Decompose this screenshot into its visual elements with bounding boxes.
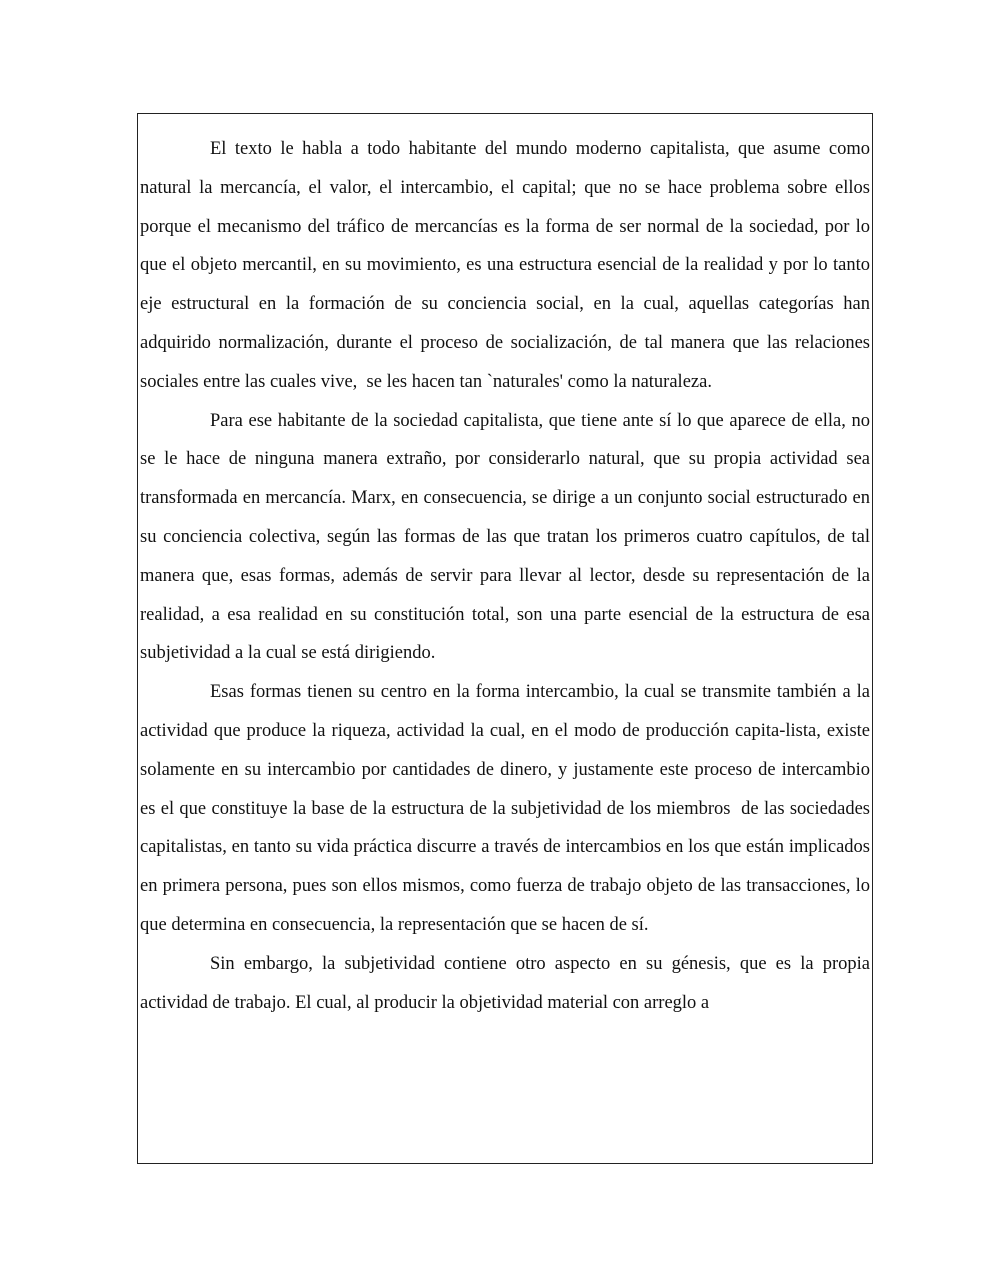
paragraph: Sin embargo, la subjetividad contiene otro aspecto en su génesis, que es la propia actividad de trabajo. El cual, al producir la objetividad material con arreglo a <box>140 953 875 1013</box>
paragraph: Esas formas tienen su centro en la forma intercambio, la cual se transmite también a la actividad que produce la riqueza, actividad la cual, en el modo de producción capita-lista, existe solamente en su intercambio por cantidades de dinero, y justamente este proceso de intercambio es el que constituye la base de la estructura de la subjetividad de los miembros de las sociedades capitalistas, en tanto su vida práctica discurre a través de intercambios en los que están implicados en primera persona, pues son ellos mismos, como fuerza de trabajo objeto de las transacciones, lo que determina en consecuencia, la representación que se hacen de sí. <box>140 682 875 935</box>
paragraph: Para ese habitante de la sociedad capitalista, que tiene ante sí lo que aparece de ella, no se le hace de ninguna manera extraño, por considerarlo natural, que su propia actividad sea transformada en mercancía. Marx, en consecuencia, se dirige a un conjunto social estructurado en su conciencia colectiva, según las formas de las que tratan los primeros cuatro capítulos, de tal manera que, esas formas, además de servir para llevar al lector, desde su representación de la realidad, a esa realidad en su constitución total, son una parte esencial de la estructura de esa subjetividad a la cual se está dirigiendo. <box>140 410 875 664</box>
text-frame <box>137 113 873 1164</box>
document-body <box>140 130 875 1022</box>
paragraph: El texto le habla a todo habitante del mundo moderno capitalista, que asume como natural la mercancía, el valor, el intercambio, el capital; que no se hace problema sobre ellos porque el mecanismo del tráfico de mercancías es la forma de ser normal de la sociedad, por lo que el objeto mercantil, en su movimiento, es una estructura esencial de la realidad y por lo tanto eje estructural en la formación de su conciencia social, en la cual, aquellas categorías han adquirido normalización, durante el proceso de socialización, de tal manera que las relaciones sociales entre las cuales vive, se les hacen tan `naturales' como la naturaleza. <box>140 139 875 392</box>
